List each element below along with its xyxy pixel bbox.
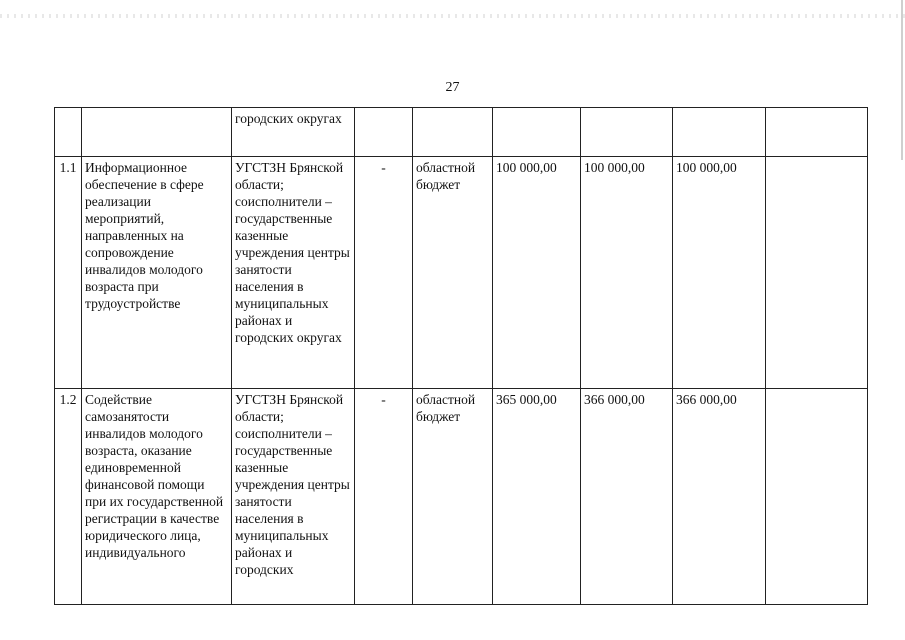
row-number-cell xyxy=(55,108,82,157)
amount-cell-1 xyxy=(493,108,581,157)
activity-name-cell: Содействие самозанятости инвалидов молодого возраста, оказание единовременной финансовой помощи при их государственной регистрации в качестве юридического лица, индивидуального xyxy=(82,389,232,605)
row-number-cell: 1.2 xyxy=(55,389,82,605)
term-cell: - xyxy=(355,389,413,605)
term-cell: - xyxy=(355,157,413,389)
funding-source-cell xyxy=(413,108,493,157)
executor-cell: УГСТЗН Брянской области; соисполнители – государственные казенные учреждения центры занятости населения в муниципальных районах и городских xyxy=(232,389,355,605)
funding-source-cell: областной бюджет xyxy=(413,157,493,389)
scan-artifact-top xyxy=(0,14,905,18)
amount-cell-1: 365 000,00 xyxy=(493,389,581,605)
note-cell xyxy=(766,389,868,605)
page-number: 27 xyxy=(445,80,460,95)
note-cell xyxy=(766,157,868,389)
amount-cell-2 xyxy=(581,108,673,157)
amount-cell-3: 100 000,00 xyxy=(673,157,766,389)
table-row xyxy=(55,157,868,389)
program-table xyxy=(54,107,868,605)
executor-cell: городских округах xyxy=(232,108,355,157)
amount-cell-2: 366 000,00 xyxy=(581,389,673,605)
amount-cell-3: 366 000,00 xyxy=(673,389,766,605)
note-cell xyxy=(766,108,868,157)
amount-cell-2: 100 000,00 xyxy=(581,157,673,389)
activity-name-cell xyxy=(82,108,232,157)
activity-name-cell: Информационное обеспечение в сфере реализации мероприятий, направленных на сопровождение инвалидов молодого возраста при трудоустройстве xyxy=(82,157,232,389)
table-row xyxy=(55,389,868,605)
table-row xyxy=(55,108,868,157)
executor-cell: УГСТЗН Брянской области; соисполнители – государственные казенные учреждения центры занятости населения в муниципальных районах и городских округах xyxy=(232,157,355,389)
funding-source-cell: областной бюджет xyxy=(413,389,493,605)
row-number-cell: 1.1 xyxy=(55,157,82,389)
amount-cell-3 xyxy=(673,108,766,157)
amount-cell-1: 100 000,00 xyxy=(493,157,581,389)
term-cell xyxy=(355,108,413,157)
